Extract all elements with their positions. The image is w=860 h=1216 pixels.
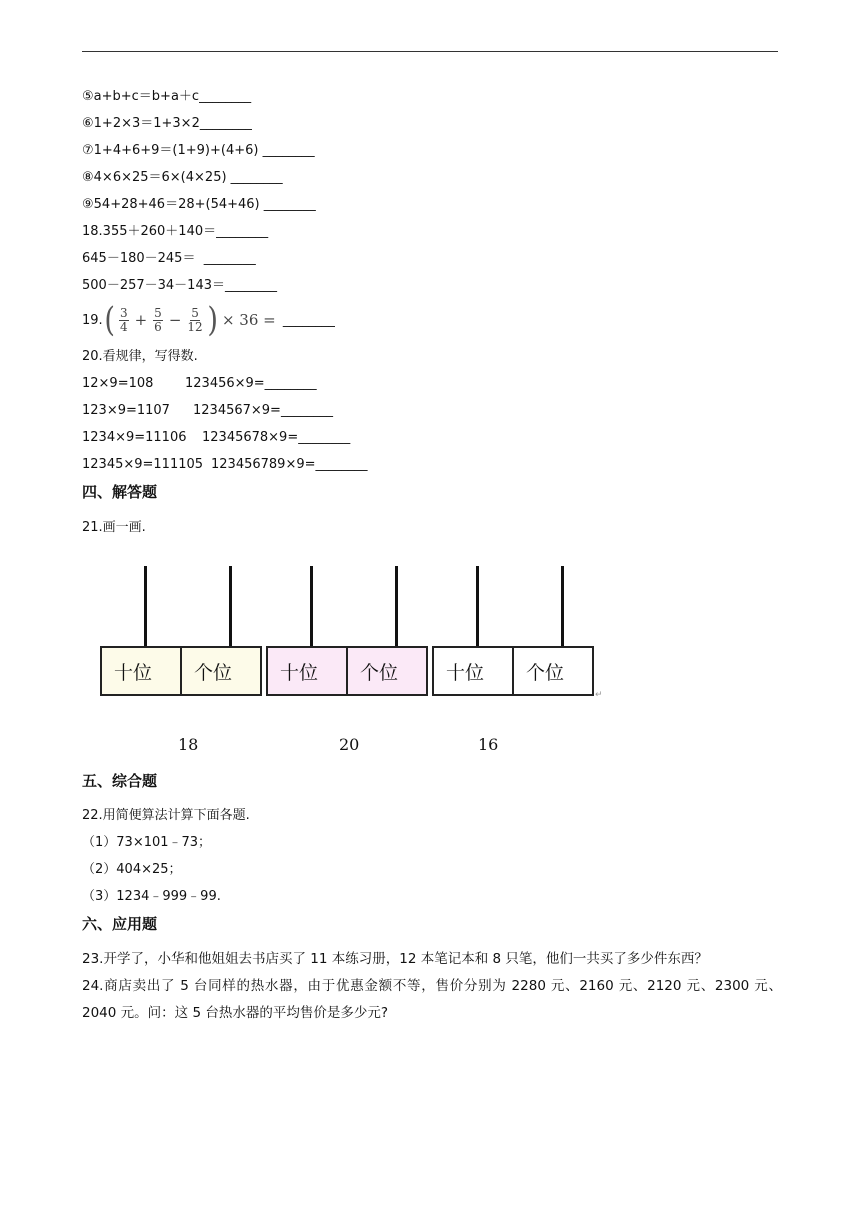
minus-operator: − <box>168 311 182 329</box>
abacus-3-tens-rod <box>476 566 479 648</box>
multiply-tail: × 36 = <box>221 311 276 329</box>
abacus-2-tens-label: 十位 <box>280 661 319 684</box>
abacus-2-ones-rod <box>395 566 398 648</box>
abacus-3-ones-label: 个位 <box>512 648 592 694</box>
abacus-2-tens-rod <box>310 566 313 648</box>
abacus-1-ones-rod <box>229 566 232 648</box>
q18-line-2: 645－180－245＝ ________ <box>82 251 256 266</box>
abacus-2-ones-label: 个位 <box>346 648 426 694</box>
q20-right-1: 123456×9=________ <box>185 376 317 391</box>
q21-title: 21.画一画. <box>82 520 146 535</box>
abacus-2-base <box>266 646 428 696</box>
abacus-1-tens-rod <box>144 566 147 648</box>
q19-formula <box>103 300 279 340</box>
abacus-3-number: 16 <box>478 735 499 754</box>
q18-line-1: 18.355＋260＋140＝________ <box>82 224 269 239</box>
fraction-2-numerator: 5 <box>154 305 162 320</box>
q19-number: 19. <box>82 312 103 328</box>
q22-item-2: （2）404×25； <box>82 862 182 877</box>
abacus-3-ones-rod <box>561 566 564 648</box>
fraction-3-denominator: 12 <box>187 319 203 334</box>
abacus-1-number: 18 <box>178 735 199 754</box>
header-rule <box>82 51 778 52</box>
q18-line-3: 500－257－34－143＝________ <box>82 278 277 293</box>
abacus-1-ones-label: 个位 <box>180 648 260 694</box>
item-6: ⑥1+2×3＝1+3×2________ <box>82 116 252 131</box>
fraction-3-numerator: 5 <box>191 305 199 320</box>
fraction-2-denominator: 6 <box>154 319 162 334</box>
return-mark-icon: ↵ <box>595 690 603 700</box>
q23-text: 23.开学了，小华和他姐姐去书店买了 11 本练习册，12 本笔记本和 8 只笔，他们一共买了多少件东西？ <box>82 951 708 967</box>
fraction-1-numerator: 3 <box>119 305 128 320</box>
abacus-3-tens-label: 十位 <box>446 661 485 684</box>
section-heading-5: 五、综合题 <box>82 772 158 790</box>
item-9: ⑨54+28+46＝28+(54+46) ________ <box>82 197 316 212</box>
section-heading-4: 四、解答题 <box>82 483 158 501</box>
item-5: ⑤a+b+c＝b+a＋c________ <box>82 89 252 104</box>
fraction-2 <box>153 307 163 334</box>
q22-item-3: （3）1234﹣999﹣99. <box>82 889 221 904</box>
fraction-1 <box>119 307 129 334</box>
abacus-3-base <box>432 646 594 696</box>
q20-right-2: 1234567×9=________ <box>193 403 333 418</box>
q20-left-2: 123×9=1107 <box>82 403 170 418</box>
item-7: ⑦1+4+6+9＝(1+9)+(4+6) ________ <box>82 143 315 158</box>
q20-left-1: 12×9=108 <box>82 376 154 391</box>
q22-item-1: （1）73×101﹣73； <box>82 835 212 850</box>
q24-text: 24.商店卖出了 5 台同样的热水器，由于优惠金额不等，售价分别为 2280 元、2160 元、2120 元、2300 元、2040 元。问：这 5 台热水器的平均售价是多少元? <box>82 978 782 1021</box>
plus-operator: + <box>134 311 148 329</box>
abacus-1-tens-label: 十位 <box>114 661 153 684</box>
q22-title: 22.用简便算法计算下面各题. <box>82 808 250 823</box>
q19-answer-blank: ________ <box>278 312 335 328</box>
q20-title: 20.看规律，写得数. <box>82 349 198 364</box>
right-paren: ) <box>206 300 218 340</box>
abacus-1-base <box>100 646 262 696</box>
q19-expression <box>82 300 335 340</box>
q20-left-3: 1234×9=11106 <box>82 430 187 445</box>
fraction-1-denominator: 4 <box>119 319 128 334</box>
abacus-2-number: 20 <box>339 735 360 754</box>
left-paren: ( <box>104 300 115 340</box>
q20-right-3: 12345678×9=________ <box>202 430 351 445</box>
item-8: ⑧4×6×25＝6×(4×25) ________ <box>82 170 283 185</box>
q20-right-4: 123456789×9=________ <box>211 457 368 472</box>
fraction-3 <box>187 307 202 334</box>
section-heading-6: 六、应用题 <box>82 915 158 933</box>
q20-left-4: 12345×9=111105 <box>82 457 204 472</box>
